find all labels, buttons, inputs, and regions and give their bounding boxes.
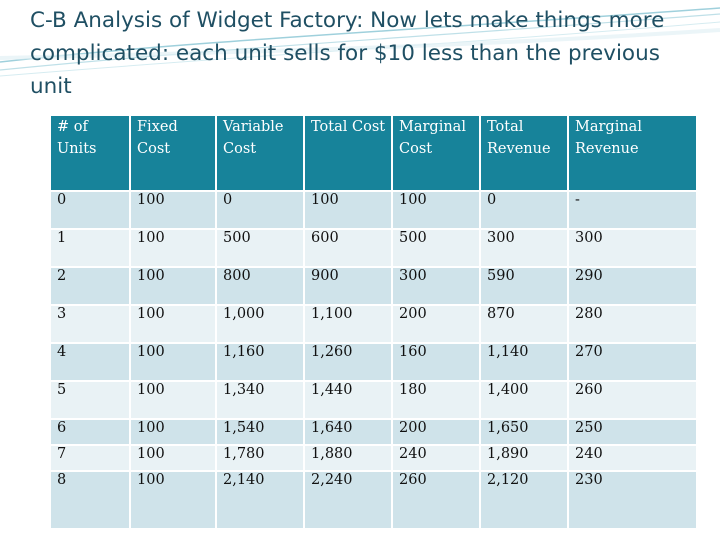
table-cell: 1,400 bbox=[481, 382, 567, 418]
table-cell: 200 bbox=[393, 306, 479, 342]
table-cell: 100 bbox=[393, 192, 479, 228]
table-cell: 1,000 bbox=[217, 306, 303, 342]
table-row bbox=[51, 268, 696, 304]
table-cell: 3 bbox=[51, 306, 129, 342]
table-cell: 100 bbox=[131, 420, 215, 444]
header-total-revenue: Total Revenue bbox=[481, 116, 567, 190]
table-cell: 100 bbox=[131, 472, 215, 528]
table-cell: 2,240 bbox=[305, 472, 391, 528]
table-cell: 1,650 bbox=[481, 420, 567, 444]
table-cell: 500 bbox=[217, 230, 303, 266]
table-row bbox=[51, 192, 696, 228]
table-cell: 180 bbox=[393, 382, 479, 418]
table-cell: 100 bbox=[131, 306, 215, 342]
table-cell: - bbox=[569, 192, 696, 228]
table-row bbox=[51, 472, 696, 528]
header-marginal-revenue: Marginal Revenue bbox=[569, 116, 696, 190]
table-cell: 1,880 bbox=[305, 446, 391, 470]
table-cell: 1,640 bbox=[305, 420, 391, 444]
table-cell: 1,340 bbox=[217, 382, 303, 418]
table-cell: 8 bbox=[51, 472, 129, 528]
table-cell: 5 bbox=[51, 382, 129, 418]
table-cell: 260 bbox=[393, 472, 479, 528]
table-cell: 590 bbox=[481, 268, 567, 304]
table-cell: 280 bbox=[569, 306, 696, 342]
table-cell: 1 bbox=[51, 230, 129, 266]
table-cell: 1,260 bbox=[305, 344, 391, 380]
table-cell: 250 bbox=[569, 420, 696, 444]
table-cell: 1,140 bbox=[481, 344, 567, 380]
table-cell: 300 bbox=[569, 230, 696, 266]
table-cell: 1,100 bbox=[305, 306, 391, 342]
table-row bbox=[51, 420, 696, 444]
table-cell: 2 bbox=[51, 268, 129, 304]
table-cell: 1,780 bbox=[217, 446, 303, 470]
table-cell: 6 bbox=[51, 420, 129, 444]
table-cell: 100 bbox=[131, 192, 215, 228]
table-cell: 0 bbox=[51, 192, 129, 228]
table-cell: 0 bbox=[481, 192, 567, 228]
table-row bbox=[51, 306, 696, 342]
table-cell: 160 bbox=[393, 344, 479, 380]
table-cell: 100 bbox=[131, 344, 215, 380]
cost-benefit-table bbox=[49, 114, 698, 530]
table-cell: 240 bbox=[569, 446, 696, 470]
table-cell: 800 bbox=[217, 268, 303, 304]
table-row bbox=[51, 344, 696, 380]
table-cell: 300 bbox=[481, 230, 567, 266]
header-fixed-cost: Fixed Cost bbox=[131, 116, 215, 190]
table-cell: 1,440 bbox=[305, 382, 391, 418]
table-cell: 230 bbox=[569, 472, 696, 528]
table-cell: 200 bbox=[393, 420, 479, 444]
table-cell: 4 bbox=[51, 344, 129, 380]
table-cell: 600 bbox=[305, 230, 391, 266]
table-cell: 100 bbox=[131, 382, 215, 418]
header-marginal-cost: Marginal Cost bbox=[393, 116, 479, 190]
table-cell: 870 bbox=[481, 306, 567, 342]
table-cell: 270 bbox=[569, 344, 696, 380]
table-cell: 500 bbox=[393, 230, 479, 266]
header-total-cost: Total Cost bbox=[305, 116, 391, 190]
table-row bbox=[51, 230, 696, 266]
table-header-row bbox=[51, 116, 696, 190]
table-cell: 290 bbox=[569, 268, 696, 304]
table-cell: 240 bbox=[393, 446, 479, 470]
table-cell: 7 bbox=[51, 446, 129, 470]
table-cell: 100 bbox=[305, 192, 391, 228]
table-cell: 260 bbox=[569, 382, 696, 418]
slide-title: C-B Analysis of Widget Factory: Now lets make things more complicated: each unit sells for $10 less than the previous unit bbox=[30, 8, 665, 99]
table-cell: 2,140 bbox=[217, 472, 303, 528]
table-row bbox=[51, 446, 696, 470]
table-cell: 1,540 bbox=[217, 420, 303, 444]
table-cell: 0 bbox=[217, 192, 303, 228]
table-cell: 100 bbox=[131, 268, 215, 304]
table-cell: 900 bbox=[305, 268, 391, 304]
header-variable-cost: Variable Cost bbox=[217, 116, 303, 190]
table-cell: 1,160 bbox=[217, 344, 303, 380]
table-cell: 2,120 bbox=[481, 472, 567, 528]
table-cell: 100 bbox=[131, 230, 215, 266]
table-row bbox=[51, 382, 696, 418]
table-cell: 300 bbox=[393, 268, 479, 304]
table-cell: 100 bbox=[131, 446, 215, 470]
header-units: # of Units bbox=[51, 116, 129, 190]
table-cell: 1,890 bbox=[481, 446, 567, 470]
